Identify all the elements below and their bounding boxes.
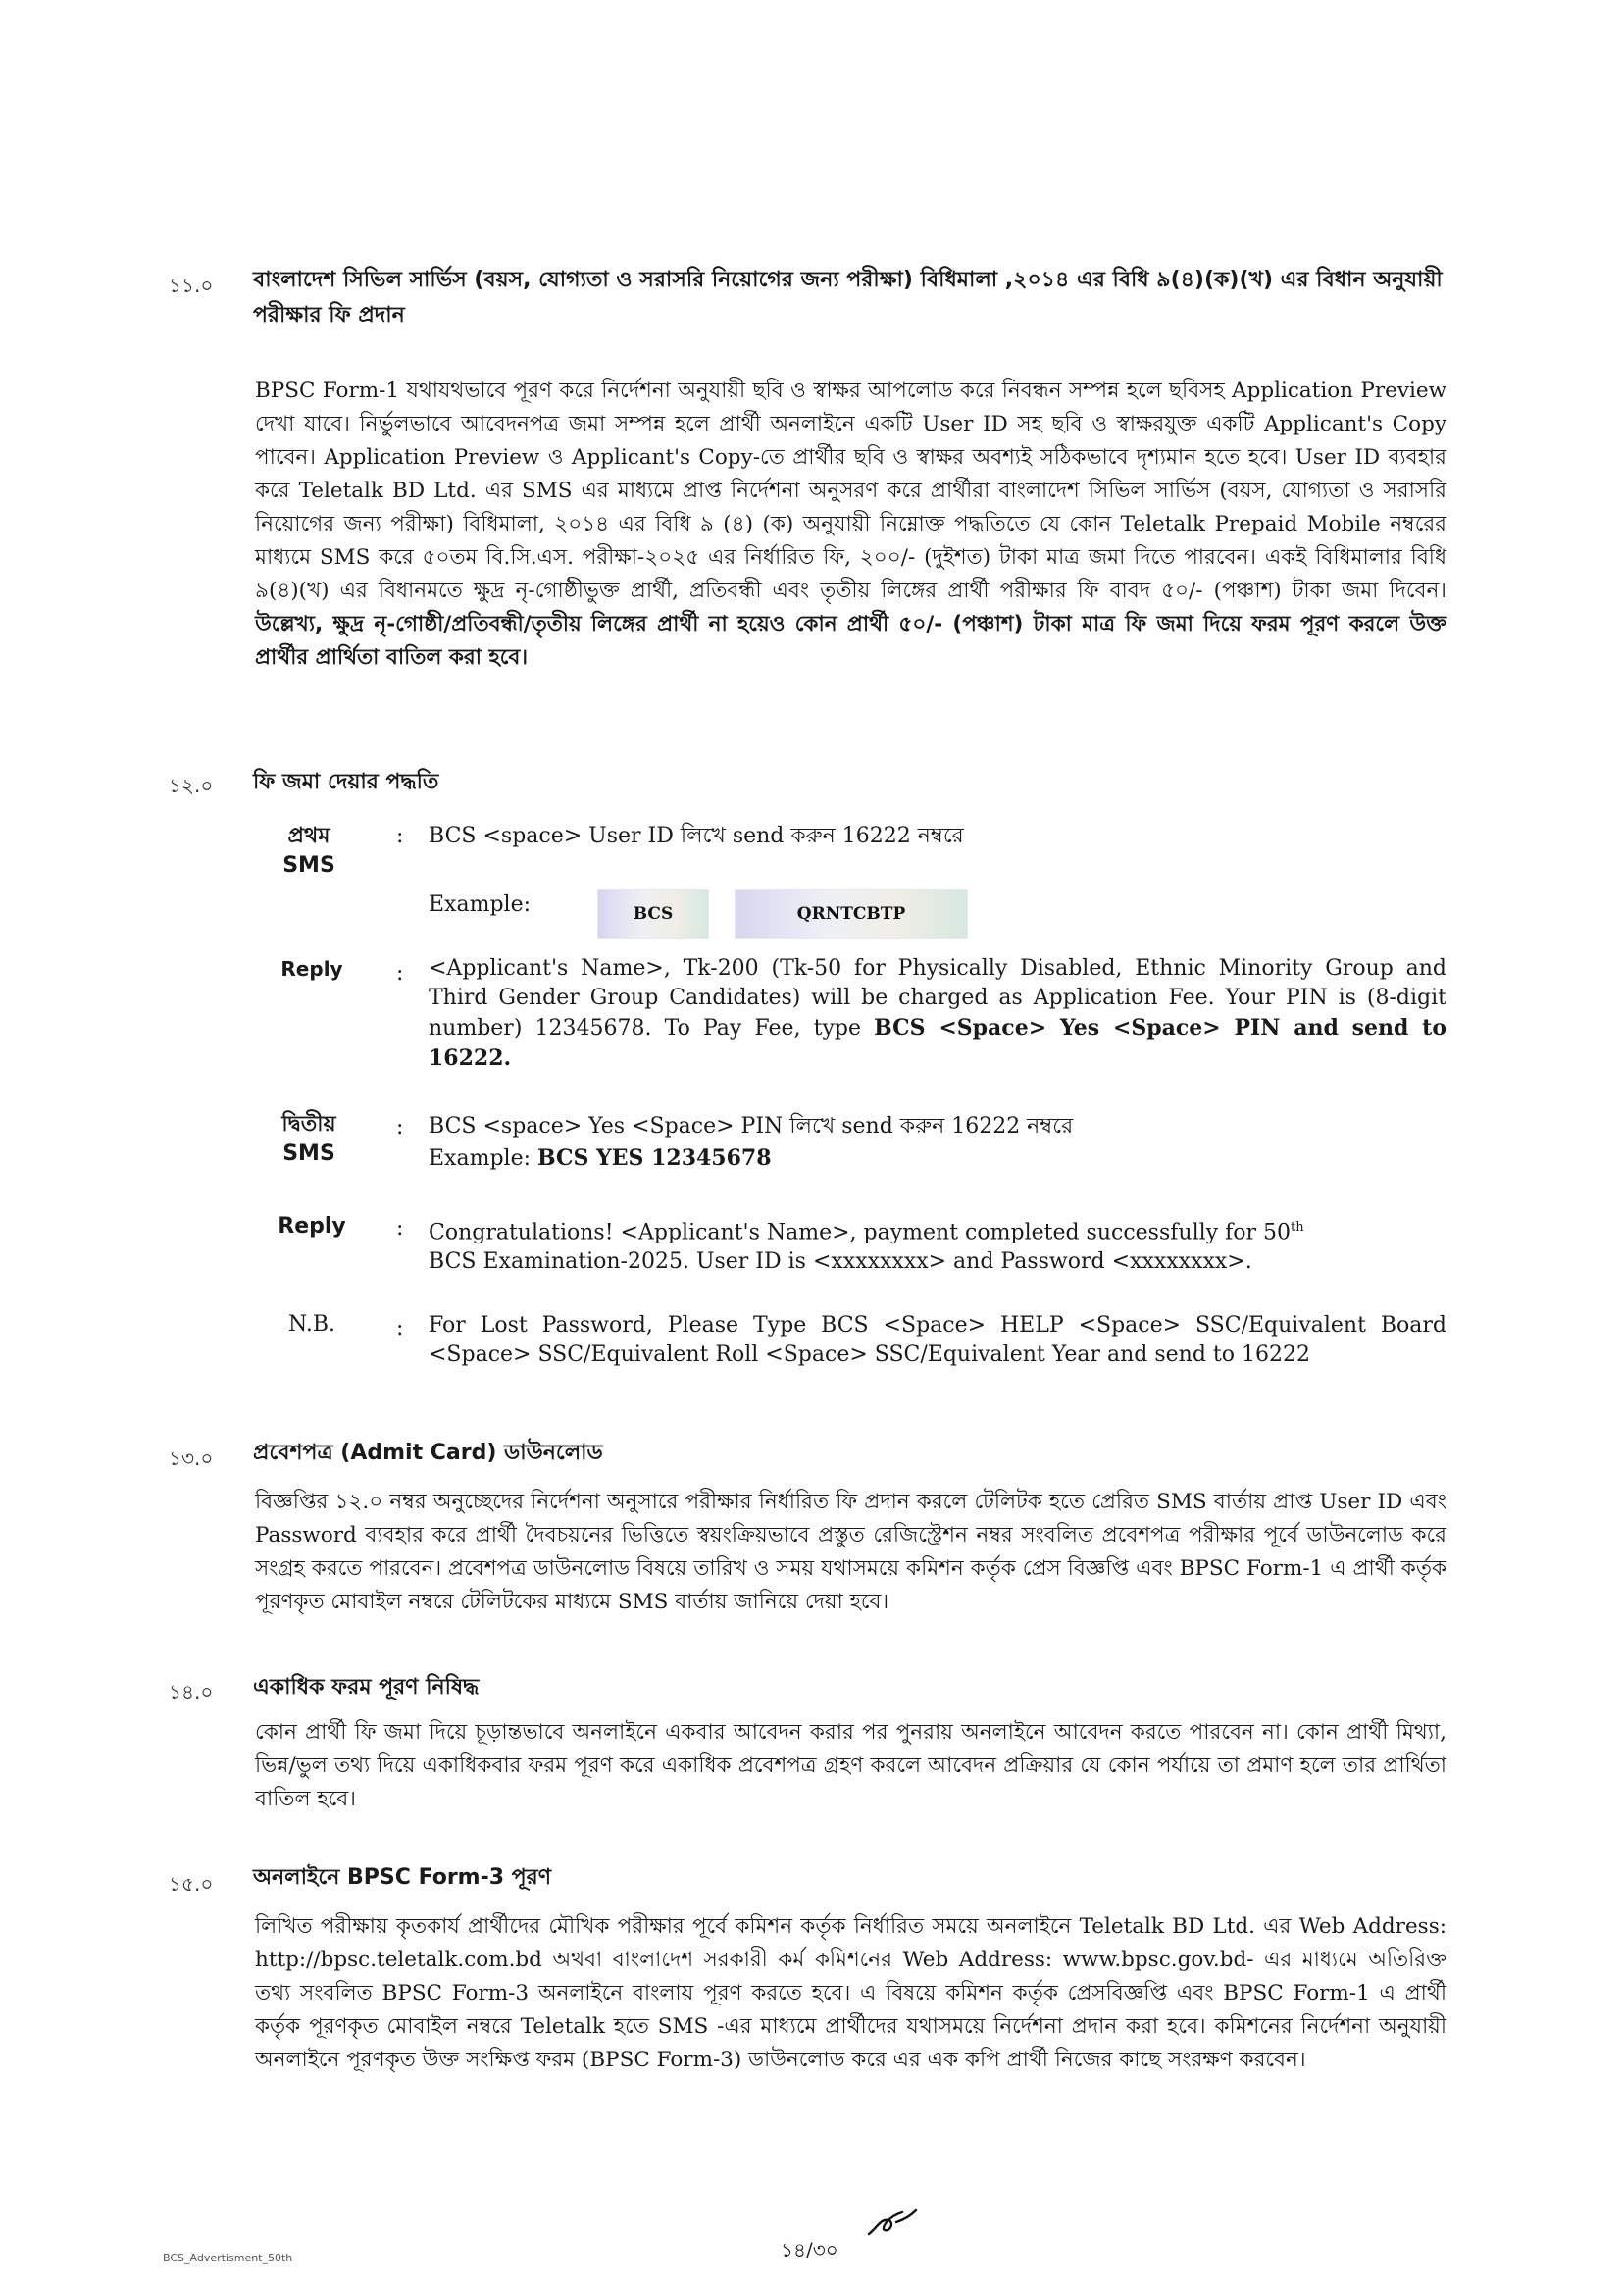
reply-body: <Applicant's Name>, Tk-200 (Tk-50 for Physically Disabled, Ethnic Minority Group and Third Gender Group Candidates) will be charged as Application Fee. Your PIN is (8-digit number) 12345678. To Pay Fee, type xyxy=(429,956,1446,1040)
reply-body: Congratulations! <Applicant's Name>, payment completed successfully for 50 xyxy=(429,1220,1291,1245)
second-sms-label: দ্বিতীয় SMS xyxy=(281,1112,336,1166)
example-badge-bcs: BCS xyxy=(597,889,709,939)
colon: : xyxy=(396,824,404,848)
first-sms-label: প্রথম SMS xyxy=(282,824,335,878)
example-label: Example: xyxy=(429,892,531,917)
section-body: লিখিত পরীক্ষায় কৃতকার্য প্রার্থীদের মৌখিক পরীক্ষার পূর্বে কমিশন কর্তৃক নির্ধারিত সময়ে অনলাইনে Teletalk BD Ltd. এর Web Address: http://bpsc.teletalk.com.bd অথবা বাংলাদেশ সরকারী কর্ম কমিশনের Web Address: www.bpsc.gov.bd- এর মাধ্যমে অতিরিক্ত তথ্য সংবলিত BPSC Form-3 অনলাইনে বাংলায় পূরণ করতে হবে। এ বিষয়ে কমিশন কর্তৃক প্রেসবিজ্ঞপ্তি এবং BPSC Form-1 এ প্রার্থী কর্তৃক পূরণকৃত মোবাইল নম্বরে Teletalk হতে SMS -এর মাধ্যমে প্রার্থীদের যথাসময়ে নির্দেশনা প্রদান করা হবে। কমিশনের নির্দেশনা অনুযায়ী অনলাইনে পূরণকৃত উক্ত সংক্ষিপ্ত ফরম (BPSC Form-3) ডাউনলোড করে এর এক কপি প্রার্থী নিজের কাছে সংরক্ষণ করবেন। xyxy=(255,1914,1446,2072)
section-body: কোন প্রার্থী ফি জমা দিয়ে চূড়ান্তভাবে অনলাইনে একবার আবেদন করার পর পুনরায় অনলাইনে আবেদন করতে পারবেন না। কোন প্রার্থী মিথ্যা, ভিন্ন/ভুল তথ্য দিয়ে একাধিকবার ফরম পূরণ করে একাধিক প্রবেশপত্র গ্রহণ করলে আবেদন প্রক্রিয়ার যে কোন পর্যায়ে তা প্রমাণ হলে তার প্রার্থিতা বাতিল হবে। xyxy=(255,1720,1446,1811)
section-heading: একাধিক ফরম পূরণ নিষিদ্ধ xyxy=(253,1675,480,1700)
section-number: ১১.০ xyxy=(169,274,214,297)
section-body xyxy=(255,375,1446,675)
section-heading: বাংলাদেশ সিভিল সার্ভিস (বয়স, যোগ্যতা ও সরাসরি নিয়োগের জন্য পরীক্ষা) বিধিমালা ,২০১৪ এর বিধি ৯(৪)(ক)(খ) এর বিধান অনুযায়ী পরীক্ষার ফি প্রদান xyxy=(253,268,1443,328)
example-badge-userid: QRNTCBTP xyxy=(735,889,968,939)
reply-bold: BCS <Space> Yes <Space> PIN and send to 16222. xyxy=(429,1015,1446,1071)
section-number: ১২.০ xyxy=(169,774,214,797)
body-text: BPSC Form-1 যথাযথভাবে পূরণ করে নির্দেশনা অনুযায়ী ছবি ও স্বাক্ষর আপলোড করে নিবন্ধন সম্পন্ন হলে ছবিসহ Application Preview দেখা যাবে। নির্ভুলভাবে আবেদনপত্র জমা সম্পন্ন হলে প্রার্থী অনলাইনে একটি User ID সহ ছবি ও স্বাক্ষরযুক্ত একটি Applicant's Copy পাবেন। Application Preview ও Applicant's Copy-তে প্রার্থীর ছবি ও স্বাক্ষর অবশ্যই সঠিকভাবে দৃশ্যমান হতে হবে। User ID ব্যবহার করে Teletalk BD Ltd. এর SMS এর মাধ্যমে প্রাপ্ত নির্দেশনা অনুসরণ করে প্রার্থীরা বাংলাদেশ সিভিল সার্ভিস (বয়স, যোগ্যতা ও সরাসরি নিয়োগের জন্য পরীক্ষা) বিধিমালা, ২০১৪ এর বিধি ৯ (৪) (ক) অনুযায়ী নিম্নোক্ত পদ্ধতিতে যে কোন Teletalk Prepaid Mobile নম্বরের মাধ্যমে SMS করে ৫০তম বি.সি.এস. পরীক্ষা-২০২৫ এর নির্ধারিত ফি, ২০০/- (দুইশত) টাকা মাত্র জমা দিতে পারবেন। একই বিধিমালার বিধি ৯(৪)(খ) এর বিধানমতে ক্ষুদ্র নৃ-গোষ্ঠীভুক্ত প্রার্থী, প্রতিবন্ধী এবং তৃতীয় লিঙ্গের প্রার্থী পরীক্ষার ফি বাবদ ৫০/- (পঞ্চাশ) টাকা জমা দিবেন। xyxy=(255,379,1446,603)
reply-label: Reply xyxy=(280,957,343,981)
reply-body-cont: BCS Examination-2025. User ID is <xxxxxxxx> and Password <xxxxxxxx>. xyxy=(429,1249,1252,1275)
colon: : xyxy=(396,1216,404,1241)
page-number: ১৪/৩০ xyxy=(781,2238,838,2261)
colon: : xyxy=(396,1316,404,1341)
second-sms-text: BCS <space> Yes <Space> PIN লিখে send করুন 16222 নম্বরে xyxy=(429,1114,1074,1139)
footer-filename: BCS_Advertisment_50th xyxy=(163,2252,293,2264)
first-sms-text: BCS <space> User ID লিখে send করুন 16222 নম্বরে xyxy=(429,824,964,848)
ordinal-suffix: th xyxy=(1290,1220,1304,1235)
section-heading: অনলাইনে BPSC Form-3 পূরণ xyxy=(253,1865,552,1890)
colon: : xyxy=(396,1115,404,1140)
section-body: বিজ্ঞপ্তির ১২.০ নম্বর অনুচ্ছেদের নির্দেশনা অনুসারে পরীক্ষার নির্ধারিত ফি প্রদান করলে টেলিটক হতে প্রেরিত SMS বার্তায় প্রাপ্ত User ID এবং Password ব্যবহার করে প্রার্থী দৈবচয়নের ভিত্তিতে স্বয়ংক্রিয়ভাবে প্রস্তুত রেজিস্ট্রেশন নম্বর সংবলিত প্রবেশপত্র পরীক্ষার পূর্বে ডাউনলোড করে সংগ্রহ করতে পারবেন। প্রবেশপত্র ডাউনলোড বিষয়ে তারিখ ও সময় যথাসময়ে কমিশন কর্তৃক প্রেস বিজ্ঞপ্তি এবং BPSC Form-1 এ প্রার্থী কর্তৃক পূরণকৃত মোবাইল নম্বরে টেলিটকের মাধ্যমে SMS বার্তায় জানিয়ে দেয়া হবে। xyxy=(255,1490,1446,1614)
section-heading: ফি জমা দেয়ার পদ্ধতি xyxy=(253,770,439,794)
reply-text xyxy=(429,954,1446,1074)
colon: : xyxy=(396,961,404,986)
nb-text: For Lost Password, Please Type BCS <Space> HELP <Space> SSC/Equivalent Board <Space> SSC/Equivalent Roll <Space> SSC/Equivalent Year and send to 16222 xyxy=(429,1313,1446,1367)
body-bold-note: উল্লেখ্য, ক্ষুদ্র নৃ-গোষ্ঠী/প্রতিবন্ধী/তৃতীয় লিঙ্গের প্রার্থী না হয়েও কোন প্রার্থী ৫০/- (পঞ্চাশ) টাকা মাত্র ফি জমা দিয়ে ফরম পূরণ করলে উক্ত প্রার্থীর প্রার্থিতা বাতিল করা হবে। xyxy=(255,612,1446,670)
signature-initial xyxy=(863,2203,922,2242)
section-number: ১৪.০ xyxy=(169,1680,214,1703)
section-number: ১৩.০ xyxy=(169,1446,214,1470)
reply-text xyxy=(429,1213,1446,1277)
nb-label: N.B. xyxy=(288,1312,335,1337)
section-number: ১৫.০ xyxy=(169,1872,214,1896)
example-value: BCS YES 12345678 xyxy=(537,1145,772,1171)
section-heading: প্রবেশপত্র (Admit Card) ডাউনলোড xyxy=(253,1441,603,1465)
reply-label: Reply xyxy=(278,1214,346,1239)
example-label: Example: xyxy=(429,1146,531,1171)
second-example xyxy=(429,1143,1446,1174)
